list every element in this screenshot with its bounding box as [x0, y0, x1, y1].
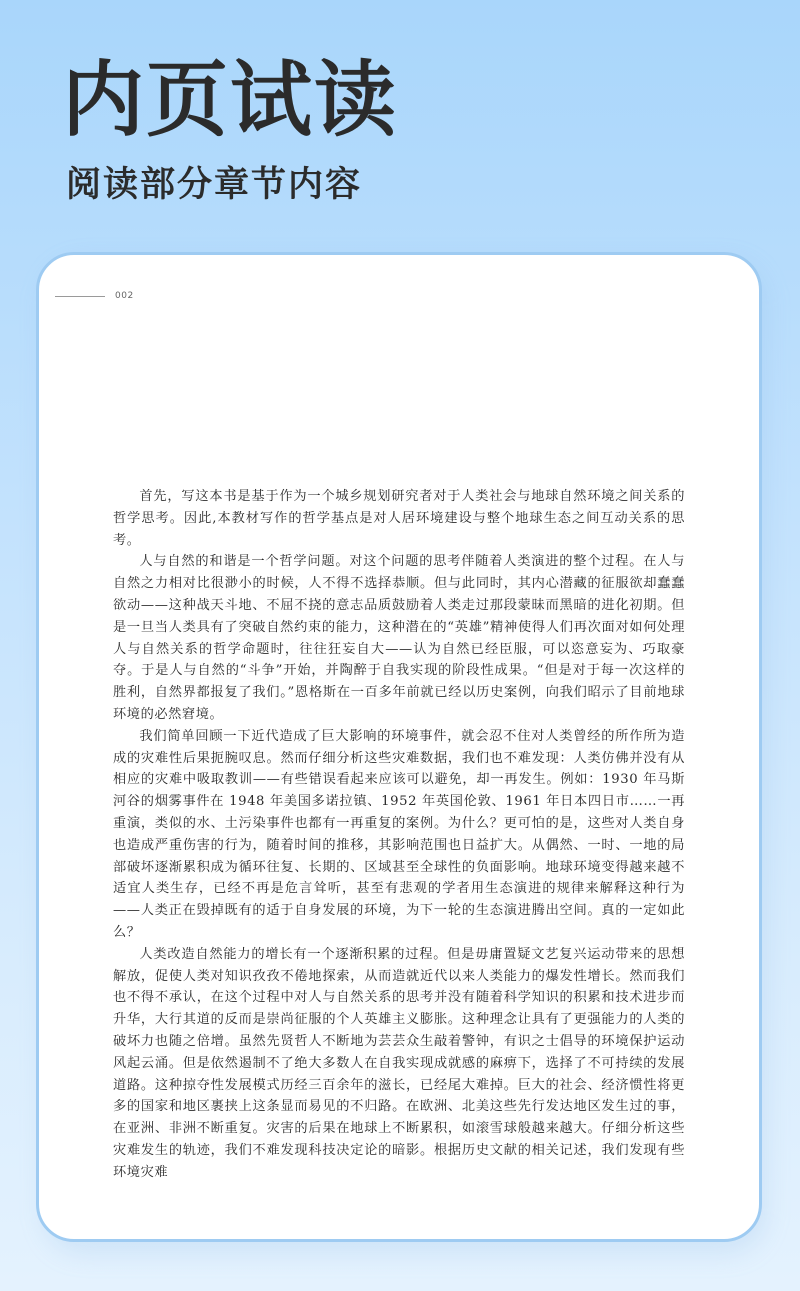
page-header	[55, 291, 134, 301]
page-number: 002	[115, 291, 134, 301]
paragraph: 我们简单回顾一下近代造成了巨大影响的环境事件，就会忍不住对人类曾经的所作所为造成的灾难性后果扼腕叹息。然而仔细分析这些灾难数据，我们也不难发现：人类仿佛并没有从相应的灾难中吸取教训——有些错误看起来应该可以避免，却一再发生。例如：1930 年马斯河谷的烟雾事件在 1948 年美国多诺拉镇、1952 年英国伦敦、1961 年日本四日市……一再重演，类似的水、土污染事件也都有一再重复的案例。为什么？更可怕的是，这些对人类自身也造成严重伤害的行为，随着时间的推移，其影响范围也日益扩大。从偶然、一时、一地的局部破坏逐渐累积成为循环往复、长期的、区域甚至全球性的负面影响。地球环境变得越来越不适宜人类生存，已经不再是危言耸听，甚至有悲观的学者用生态演进的规律来解释这种行为——人类正在毁掉既有的适于自身发展的环境，为下一轮的生态演进腾出空间。真的一定如此么？	[113, 728, 685, 940]
hero-subtitle: 阅读部分章节内容	[66, 165, 363, 205]
page-body-text	[113, 486, 685, 1184]
paragraph: 首先，写这本书是基于作为一个城乡规划研究者对于人类社会与地球自然环境之间关系的哲学思考。因此,本教材写作的哲学基点是对人居环境建设与整个地球生态之间互动关系的思考。	[113, 489, 685, 548]
hero-title: 内页试读	[62, 53, 399, 148]
book-page-preview	[36, 252, 762, 1242]
paragraph: 人与自然的和谐是一个哲学问题。对这个问题的思考伴随着人类演进的整个过程。在人与自然之力相对比很渺小的时候，人不得不选择恭顺。但与此同时，其内心潜藏的征服欲却蠢蠢欲动——这种战天斗地、不屈不挠的意志品质鼓励着人类走过那段蒙昧而黑暗的进化初期。但是一旦当人类具有了突破自然约束的能力，这种潜在的“英雄”精神使得人们再次面对如何处理人与自然关系的哲学命题时，往往狂妄自大——认为自然已经臣服，可以恣意妄为、巧取豪夺。于是人与自然的“斗争”开始，并陶醉于自我实现的阶段性成果。“但是对于每一次这样的胜利，自然界都报复了我们。”恩格斯在一百多年前就已经以历史案例，向我们昭示了目前地球环境的必然窘境。	[113, 554, 685, 722]
header-rule	[55, 296, 105, 297]
paragraph: 人类改造自然能力的增长有一个逐渐积累的过程。但是毋庸置疑文艺复兴运动带来的思想解放，促使人类对知识孜孜不倦地探索，从而造就近代以来人类能力的爆发性增长。然而我们也不得不承认，在这个过程中对人与自然关系的思考并没有随着科学知识的积累和技术进步而升华，大行其道的反而是崇尚征服的个人英雄主义膨胀。这种理念让具有了更强能力的人类的破坏力也随之倍增。虽然先贤哲人不断地为芸芸众生敲着警钟，有识之士倡导的环境保护运动风起云涌。但是依然遏制不了绝大多数人在自我实现成就感的麻痹下，选择了不可持续的发展道路。这种掠夺性发展模式历经三百余年的滋长，已经尾大难掉。巨大的社会、经济惯性将更多的国家和地区裹挟上这条显而易见的不归路。在欧洲、北美这些先行发达地区发生过的事，在亚洲、非洲不断重复。灾害的后果在地球上不断累积，如滚雪球般越来越大。仔细分析这些灾难发生的轨迹，我们不难发现科技决定论的暗影。根据历史文献的相关记述，我们发现有些环境灾难	[113, 946, 685, 1180]
